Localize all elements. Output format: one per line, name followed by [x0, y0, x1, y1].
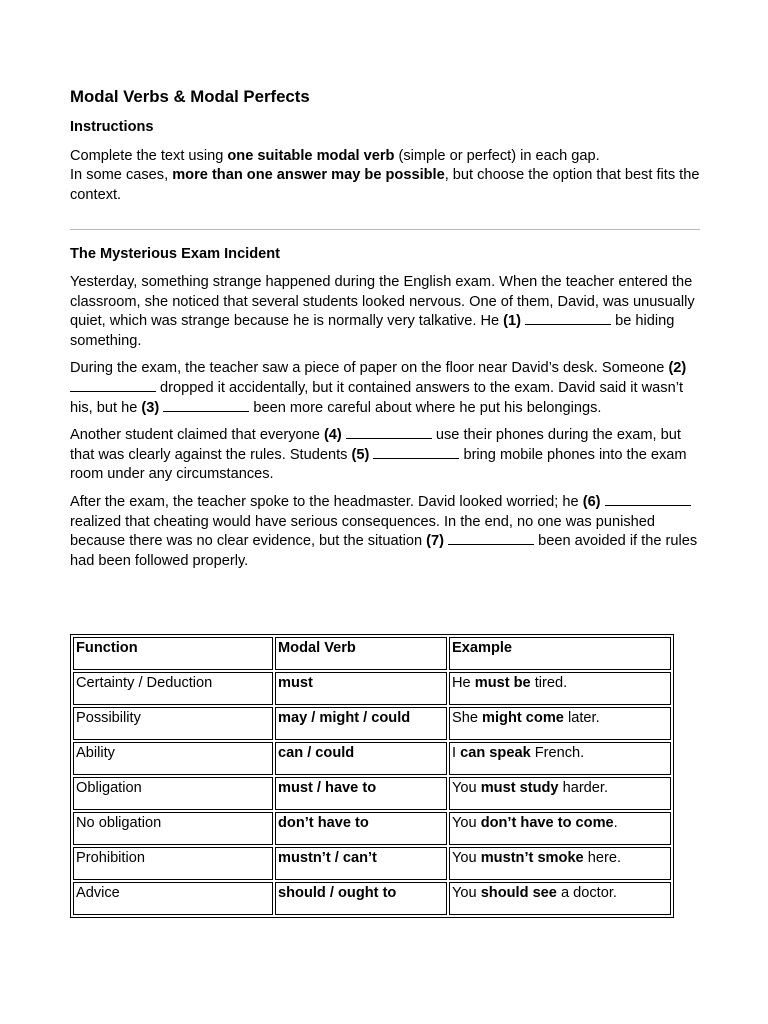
cell-modal-verb: don’t have to	[275, 812, 447, 845]
story-paragraph-1: Yesterday, something strange happened during the English exam. When the teacher entered the classroom, she noticed that several students looked nervous. One of them, David, was unusually quiet, which was strange because he is normally very talkative. He (1) be hiding something.	[70, 273, 695, 349]
cell-function: No obligation	[73, 812, 273, 845]
worksheet	[70, 86, 700, 571]
cell-example: I can speak French.	[449, 742, 671, 775]
story-paragraph-3: Another student claimed that everyone (4) use their phones during the exam, but that was clearly against the rules. Students (5) bring mobile phones into the exam room under any circumstances.	[70, 427, 687, 483]
gap-number-4: (4)	[323, 427, 342, 444]
gap-blank-6[interactable]	[605, 493, 691, 506]
table-row	[73, 777, 671, 810]
cell-function: Advice	[73, 882, 273, 915]
gap-number-3: (3)	[141, 399, 160, 416]
cell-function: Obligation	[73, 777, 273, 810]
table-header-row	[73, 637, 671, 670]
gap-number-5: (5)	[351, 446, 370, 463]
cell-example: You don’t have to come.	[449, 812, 671, 845]
cell-example: He must be tired.	[449, 672, 671, 705]
header-example: Example	[449, 637, 671, 670]
table-row	[73, 707, 671, 740]
table-row	[73, 742, 671, 775]
cell-modal-verb: can / could	[275, 742, 447, 775]
page-title: Modal Verbs & Modal Perfects	[70, 87, 310, 106]
gap-blank-2[interactable]	[70, 379, 156, 392]
cell-function: Certainty / Deduction	[73, 672, 273, 705]
gap-number-7: (7)	[426, 533, 444, 550]
cell-modal-verb: should / ought to	[275, 882, 447, 915]
instructions-text: Complete the text using one suitable modal verb (simple or perfect) in each gap. In some cases, more than one answer may be possible, but choose the option that best fits the context.	[70, 147, 700, 203]
cell-example: She might come later.	[449, 707, 671, 740]
cell-function: Possibility	[73, 707, 273, 740]
table-row	[73, 882, 671, 915]
cell-modal-verb: must / have to	[275, 777, 447, 810]
instructions-heading: Instructions	[70, 119, 154, 135]
gap-number-1: (1)	[503, 313, 521, 330]
modal-verbs-table	[70, 634, 674, 918]
story-paragraph-2: During the exam, the teacher saw a piece of paper on the floor near David’s desk. Someone (2) dropped it accidentally, but it contained answers to the exam. David said it wasn’t his, but he (3) been more careful about where he put his belongings.	[70, 360, 687, 416]
cell-modal-verb: may / might / could	[275, 707, 447, 740]
cell-function: Prohibition	[73, 847, 273, 880]
gap-blank-4[interactable]	[346, 426, 432, 439]
header-modal-verb: Modal Verb	[275, 637, 447, 670]
table-row	[73, 672, 671, 705]
cell-example: You mustn’t smoke here.	[449, 847, 671, 880]
gap-blank-5[interactable]	[373, 446, 459, 459]
section-divider	[70, 229, 700, 230]
story-paragraph-4: After the exam, the teacher spoke to the headmaster. David looked worried; he (6) realized that cheating would have serious consequences. In the end, no one was punished because there was no clear evidence, but the situation (7) been avoided if the rules had been followed properly.	[70, 493, 698, 569]
cell-modal-verb: must	[275, 672, 447, 705]
gap-number-6: (6)	[582, 493, 601, 510]
table-row	[73, 812, 671, 845]
gap-number-2: (2)	[668, 360, 687, 377]
cell-example: You must study harder.	[449, 777, 671, 810]
table-row	[73, 847, 671, 880]
cell-function: Ability	[73, 742, 273, 775]
story-title: The Mysterious Exam Incident	[70, 246, 281, 263]
cell-example: You should see a doctor.	[449, 882, 671, 915]
cell-modal-verb: mustn’t / can’t	[275, 847, 447, 880]
header-function: Function	[73, 637, 273, 670]
gap-blank-1[interactable]	[525, 312, 611, 325]
gap-blank-3[interactable]	[163, 399, 249, 412]
gap-blank-7[interactable]	[448, 532, 534, 545]
